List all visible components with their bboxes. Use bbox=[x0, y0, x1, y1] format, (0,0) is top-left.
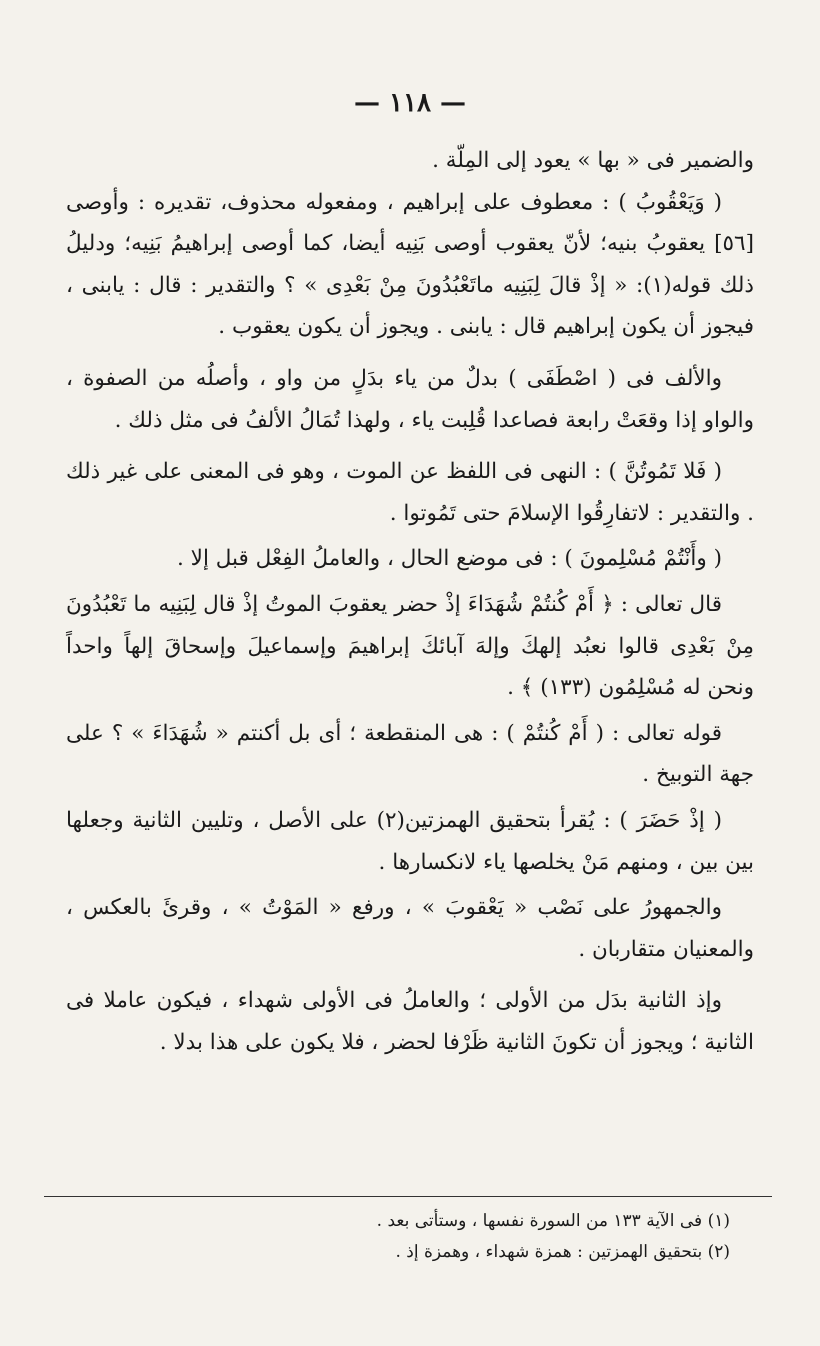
page-number: — ١١٨ — bbox=[353, 88, 467, 118]
paragraph: والألف فى ( اصْطَفَى ) بدلٌ من ياء بدَلٍ من واو ، وأصلُه من الصفوة ، والواو إذا وقعَتْ رابعة فصاعدا قُلِبت ياء ، ولهذا تُمَالُ الألفُ فى مثل ذلك . bbox=[66, 365, 754, 433]
footnote: (١) فى الآية ١٣٣ من السورة نفسها ، وستأتى بعد . bbox=[376, 1211, 730, 1231]
footnote-divider bbox=[44, 1196, 772, 1197]
paragraph: ( فَلا تَمُوتُنَّ ) : النهى فى اللفظ عن الموت ، وهو فى المعنى على غير ذلك . والتقدير : لاتفارِقُوا الإسلامَ حتى تَمُوتوا . bbox=[66, 459, 754, 526]
main-text bbox=[66, 140, 754, 1063]
footnote: (٢) بتحقيق الهمزتين : همزة شهداء ، وهمزة إذ . bbox=[395, 1242, 730, 1262]
paragraph: والضمير فى « بها » يعود إلى المِلّة . bbox=[432, 148, 754, 173]
footnotes bbox=[70, 1206, 730, 1268]
paragraph: قال تعالى : ﴿ أَمْ كُنتُمْ شُهَدَاءَ إذْ حضر يعقوبَ الموتُ إذْ قال لِبَنِيه ما تَعْبُدُونَ مِنْ بَعْدِى قالوا نعبُد إلهكَ وإلهَ آبائكَ إبراهيمَ وإسماعيلَ وإسحاقَ إلهاً واحداً ونحن له مُسْلِمُون (١٣٣) ﴾ . bbox=[66, 591, 754, 701]
paragraph: والجمهورُ على نَصْب « يَعْقوبَ » ، ورفع « المَوْتُ » ، وقرئَ بالعكس ، والمعنيان متقاربان . bbox=[66, 895, 754, 962]
paragraph: ( وَيَعْقُوبُ ) : معطوف على إبراهيم ، ومفعوله محذوف، تقديره : وأوصى [٥٦] يعقوبُ بنيه؛ لأنّ يعقوب أوصى بَنِيه أيضا، كما أوصى إبراهيمُ بَنِيه؛ ودليلُ ذلك قوله(١): « إذْ قالَ لِبَنِيه ماتَعْبُدُونَ مِنْ بَعْدِى » ؟ والتقدير : قال : يابنى ، فيجوز أن يكون إبراهيم قال : يابنى . ويجوز أن يكون يعقوب . bbox=[66, 189, 755, 340]
paragraph: قوله تعالى : ( أَمْ كُنتُمْ ) : هى المنقطعة ؛ أى بل أكنتم « شُهَدَاءَ » ؟ على جهة التوبيخ . bbox=[66, 720, 754, 788]
paragraph: ( إذْ حَضَرَ ) : يُقرأ بتحقيق الهمزتين(٢) على الأصل ، وتليين الثانية وجعلها بين بين ، ومنهم مَنْ يخلصها ياء لانكسارها . bbox=[66, 807, 754, 875]
paragraph: وإذ الثانية بدَل من الأولى ؛ والعاملُ فى الأولى شهداء ، فيكون عاملا فى الثانية ؛ ويجوز أن تكونَ الثانية ظَرْفا لحضر ، فلا يكون على هذا بدلا . bbox=[66, 988, 754, 1055]
paragraph: ( وأَنْتُمْ مُسْلِمونَ ) : فى موضع الحال ، والعاملُ الفِعْل قبل إلا . bbox=[177, 546, 722, 572]
